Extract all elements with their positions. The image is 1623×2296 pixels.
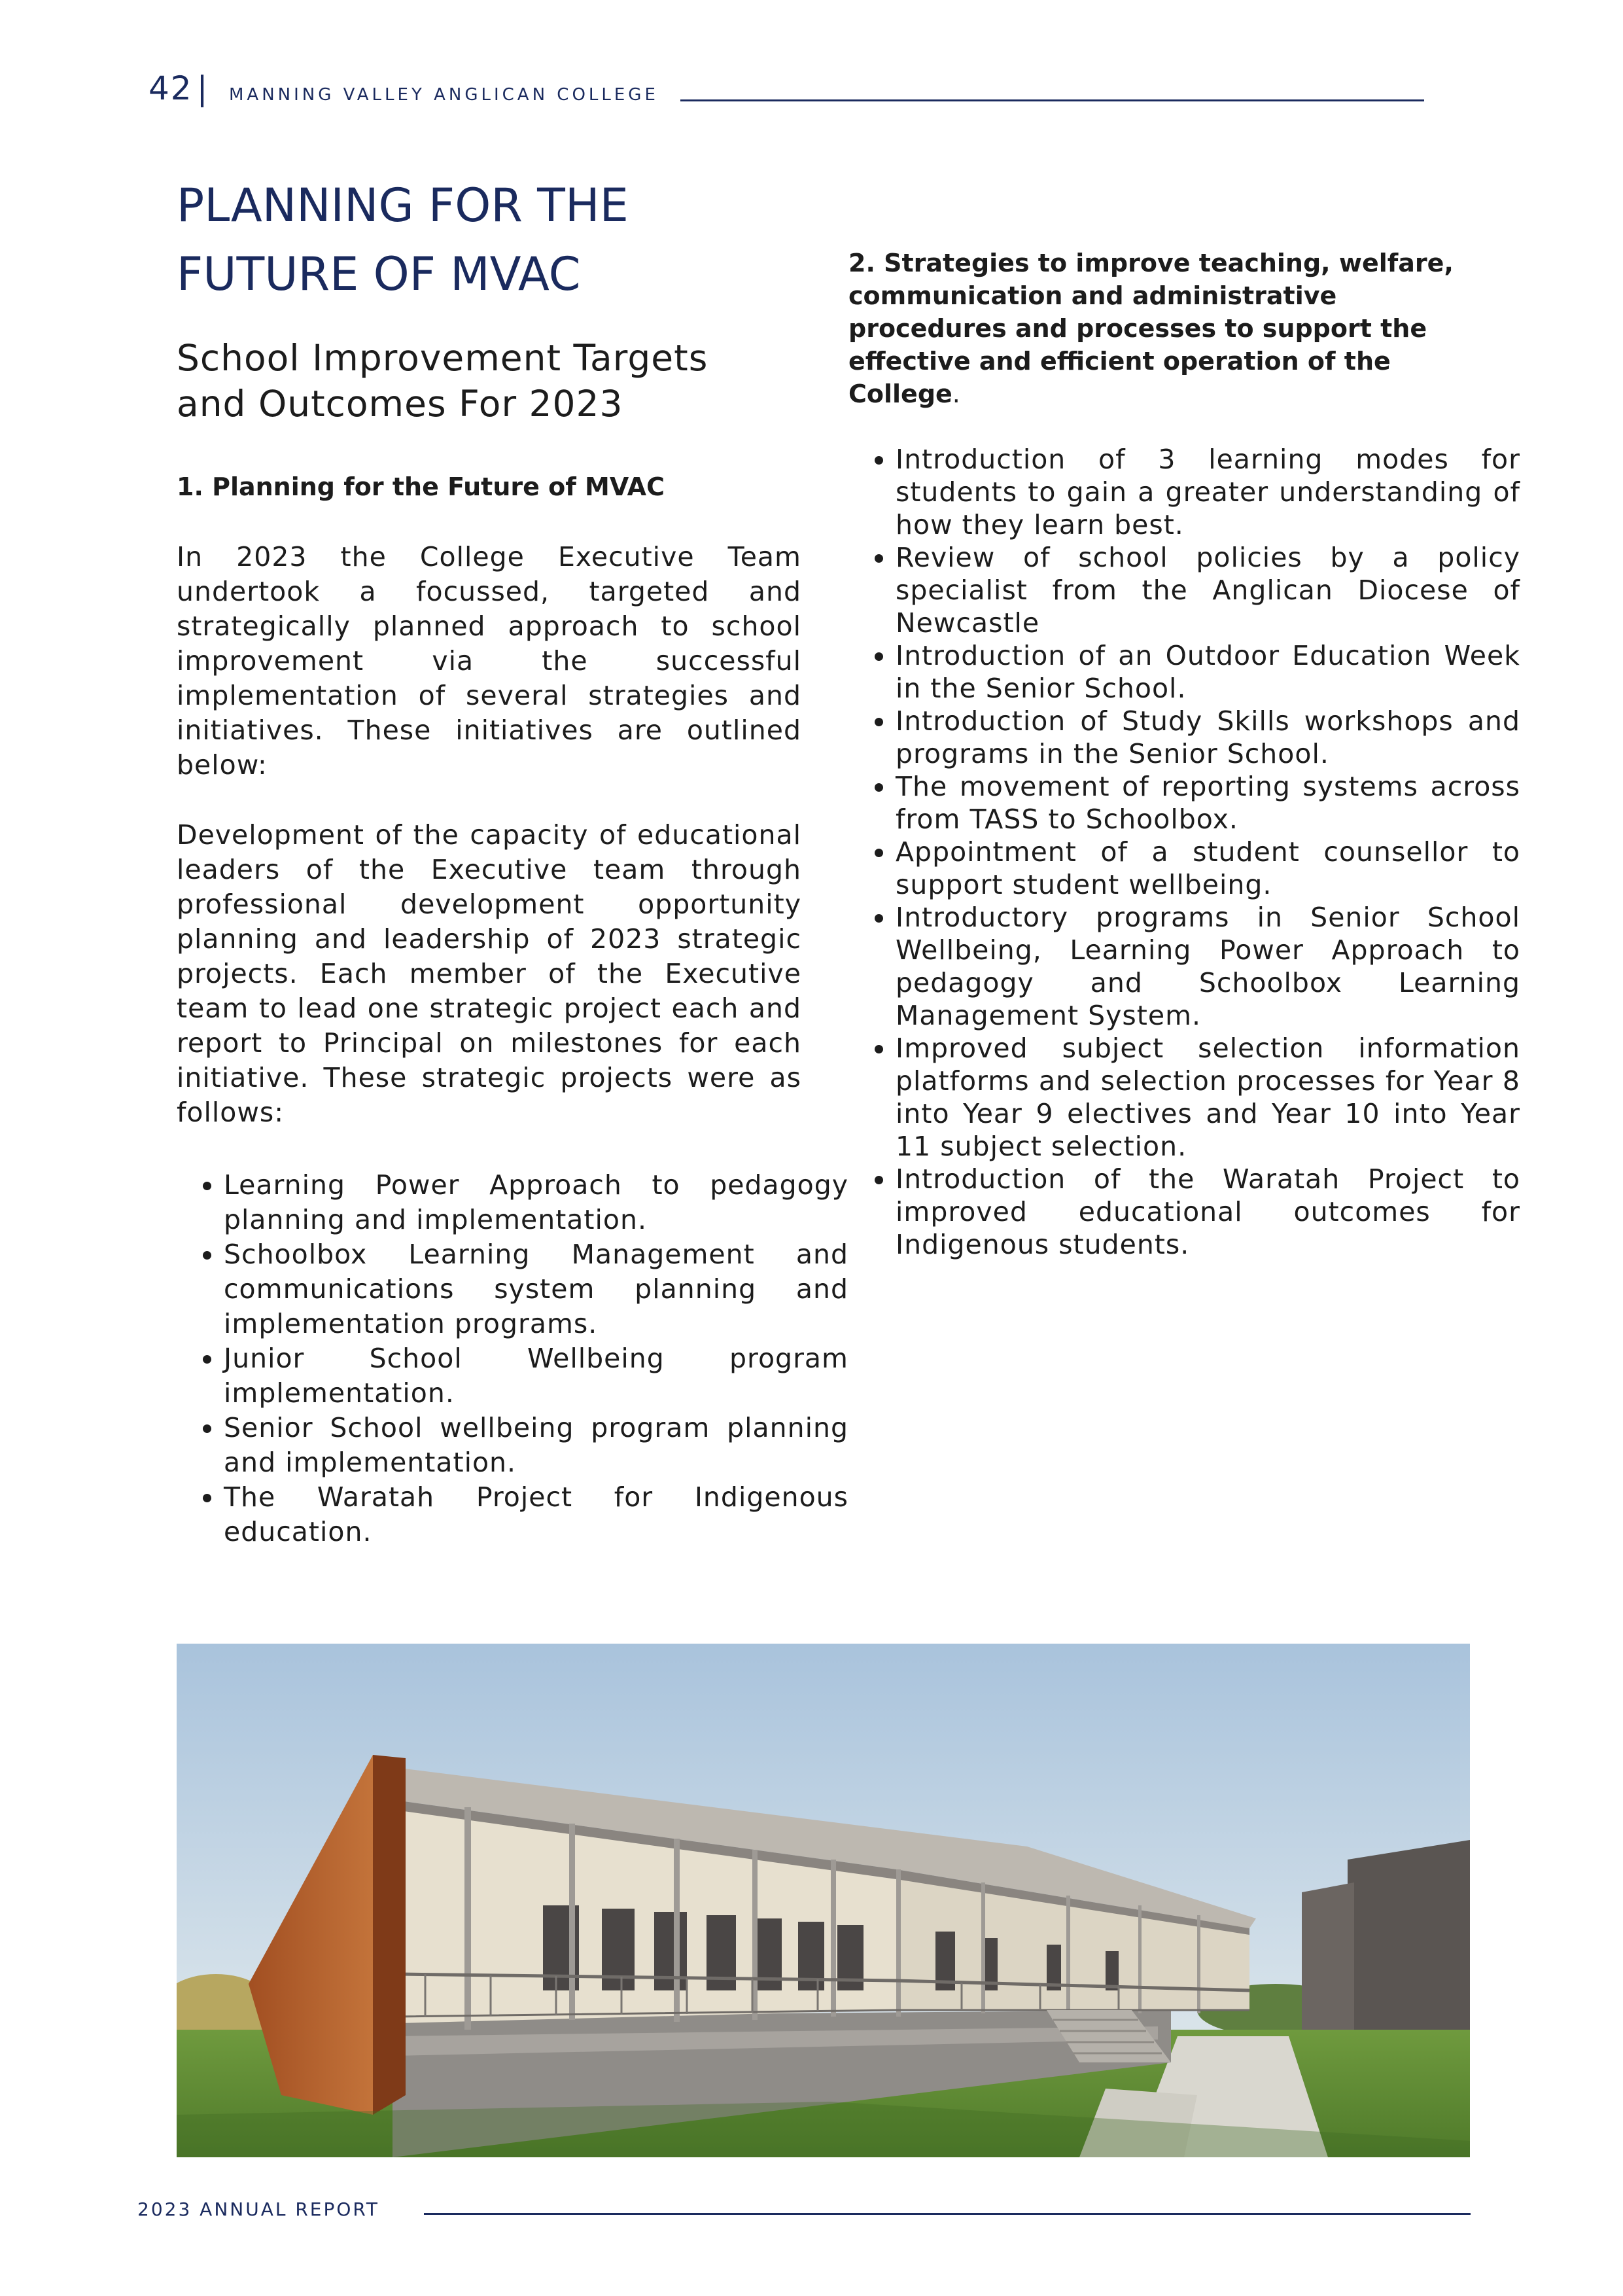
page-title <box>177 171 831 309</box>
page-subtitle <box>177 335 831 427</box>
footer-text: 2023 ANNUAL REPORT <box>137 2199 379 2220</box>
list-item: • Introduction of an Outdoor Education Week in the Senior School. <box>896 639 1520 705</box>
list-item: • Review of school policies by a policy specialist from the Anglican Diocese of Newcastle <box>896 541 1520 639</box>
list-item: • Appointment of a student counsellor to support student wellbeing. <box>896 836 1520 901</box>
page-number-value: 42 <box>148 69 193 107</box>
section-1-project-list <box>177 1168 848 1549</box>
page-subtitle-line-2: and Outcomes For 2023 <box>177 383 623 425</box>
header-title: MANNING VALLEY ANGLICAN COLLEGE <box>229 85 659 105</box>
list-item: • Introduction of the Waratah Project to improved educational outcomes for Indigenous students. <box>896 1163 1520 1261</box>
section-1-heading: 1. Planning for the Future of MVAC <box>177 472 665 501</box>
list-item: • Learning Power Approach to pedagogy planning and implementation. <box>224 1168 848 1237</box>
list-item: • The Waratah Project for Indigenous education. <box>224 1480 848 1549</box>
list-item: • Senior School wellbeing program planning and implementation. <box>224 1411 848 1480</box>
list-item: • Schoolbox Learning Management and communications system planning and implementation programs. <box>224 1237 848 1341</box>
building-render-image <box>177 1644 1470 2157</box>
list-item: • Introduction of 3 learning modes for students to gain a greater understanding of how they learn best. <box>896 443 1520 541</box>
page-subtitle-line-1: School Improvement Targets <box>177 337 708 379</box>
section-2-heading-period: . <box>952 380 960 408</box>
list-item: • Introduction of Study Skills workshops and programs in the Senior School. <box>896 705 1520 770</box>
section-2-heading-text: 2. Strategies to improve teaching, welfare, communication and administrative procedures and processes to support the effective and efficient operation of the College <box>848 249 1454 408</box>
page-number <box>148 69 209 107</box>
footer-divider <box>424 2213 1471 2215</box>
section-2-strategy-list <box>848 443 1520 1261</box>
header-divider <box>680 99 1424 101</box>
list-item: • The movement of reporting systems across from TASS to Schoolbox. <box>896 770 1520 836</box>
section-1-intro: In 2023 the College Executive Team undertook a focussed, targeted and strategically planned approach to school improvement via the successful implementation of several strategies and initiatives. These initiatives are outlined below: <box>177 541 801 781</box>
page-number-separator: | <box>196 69 209 107</box>
section-2-heading <box>848 247 1463 410</box>
list-item: • Introductory programs in Senior School Wellbeing, Learning Power Approach to pedagogy and Schoolbox Learning Management System. <box>896 901 1520 1032</box>
page-title-line-1: PLANNING FOR THE <box>177 179 629 232</box>
list-item: • Junior School Wellbeing program implementation. <box>224 1341 848 1411</box>
section-1-development: Development of the capacity of educational leaders of the Executive team through professional development opportunity planning and leadership of 2023 strategic projects. Each member of the Executive team to lead one strategic project each and report to Principal on milestones for each initiative. These strategic projects were as follows: <box>177 819 801 1128</box>
list-item: • Improved subject selection information platforms and selection processes for Year 8 into Year 9 electives and Year 10 into Year 11 subject selection. <box>896 1032 1520 1163</box>
page-title-line-2: FUTURE OF MVAC <box>177 247 581 301</box>
